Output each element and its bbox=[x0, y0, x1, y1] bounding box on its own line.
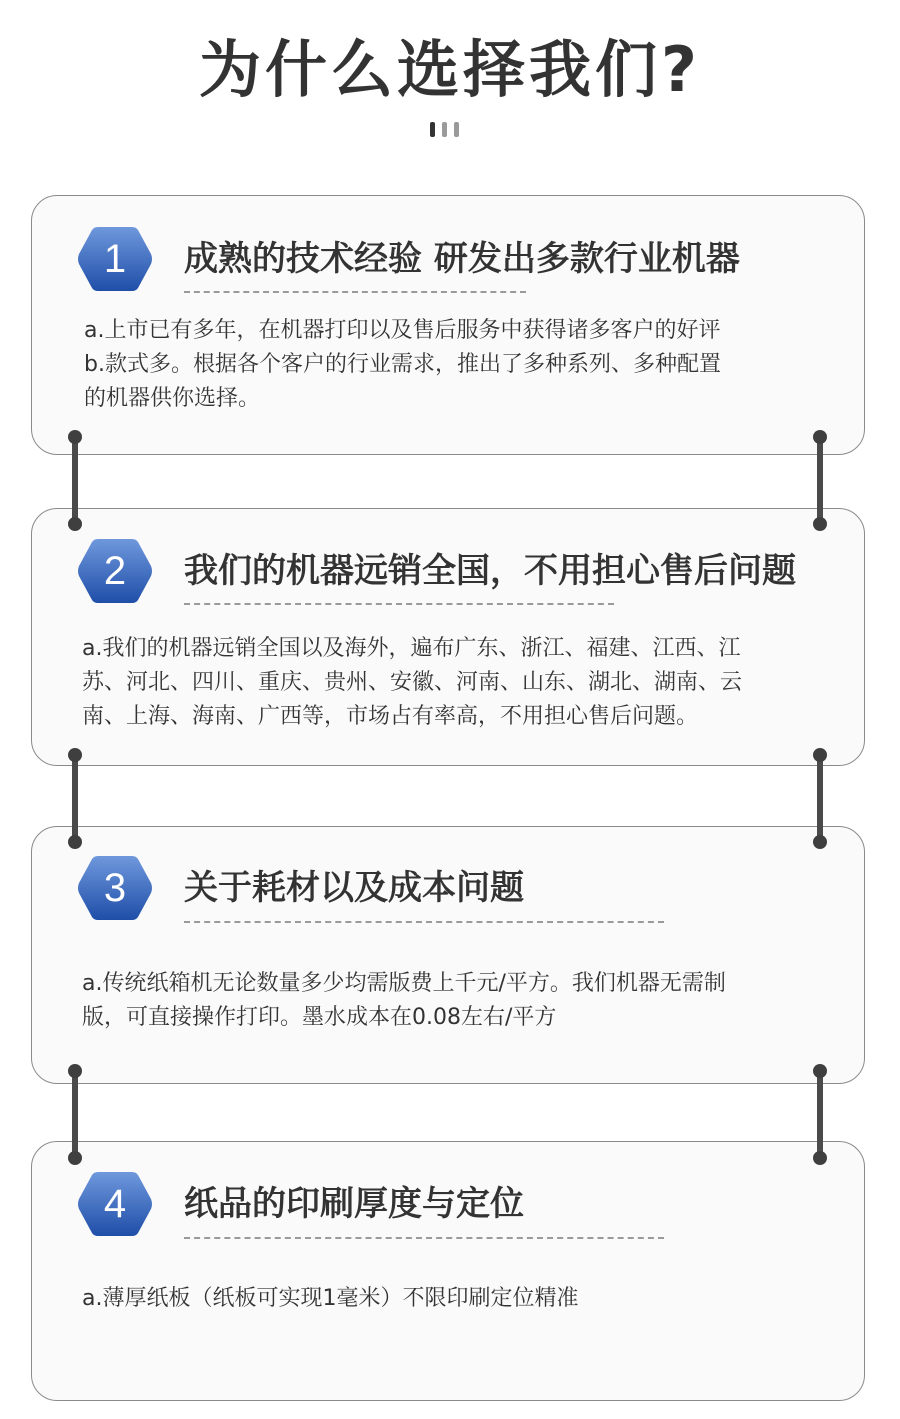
title-mark-dark bbox=[430, 122, 435, 137]
page-title: 为什么选择我们? bbox=[199, 33, 701, 106]
connector-dot bbox=[68, 1151, 82, 1165]
card-heading: 成熟的技术经验 研发出多款行业机器 bbox=[184, 239, 740, 279]
number-badge-4 bbox=[76, 1169, 154, 1239]
connector-left-1 bbox=[72, 437, 78, 525]
heading-divider bbox=[184, 603, 614, 605]
badge-number: 1 bbox=[103, 237, 127, 281]
heading-divider bbox=[184, 1237, 664, 1239]
body-line: b.款式多。根据各个客户的行业需求，推出了多种系列、多种配置 bbox=[84, 352, 721, 377]
heading-divider bbox=[184, 291, 526, 293]
connector-right-1 bbox=[817, 437, 823, 525]
title-mark-light bbox=[442, 122, 447, 137]
connector-dot bbox=[813, 430, 827, 444]
connector-left-3 bbox=[72, 1071, 78, 1159]
connector-dot bbox=[68, 1064, 82, 1078]
heading-divider bbox=[184, 921, 664, 923]
feature-card-3 bbox=[31, 826, 865, 1084]
connector-dot bbox=[68, 430, 82, 444]
card-heading: 关于耗材以及成本问题 bbox=[184, 868, 524, 908]
connector-dot bbox=[813, 835, 827, 849]
connector-left-2 bbox=[72, 755, 78, 843]
number-badge-1 bbox=[76, 224, 154, 294]
number-badge-3 bbox=[76, 853, 154, 923]
badge-number: 2 bbox=[103, 549, 127, 593]
connector-right-2 bbox=[817, 755, 823, 843]
card-heading: 我们的机器远销全国，不用担心售后问题 bbox=[184, 551, 796, 591]
body-line: a.传统纸箱机无论数量多少均需版费上千元/平方。我们机器无需制 bbox=[82, 971, 726, 996]
card-body bbox=[82, 632, 842, 734]
card-body bbox=[82, 1282, 842, 1316]
body-line: 的机器供你选择。 bbox=[84, 386, 261, 411]
connector-dot bbox=[813, 1151, 827, 1165]
card-body bbox=[84, 314, 844, 416]
badge-number: 4 bbox=[103, 1182, 127, 1226]
badge-number: 3 bbox=[103, 866, 127, 910]
body-line: 苏、河北、四川、重庆、贵州、安徽、河南、山东、湖北、湖南、云 bbox=[82, 670, 743, 695]
card-body bbox=[82, 967, 842, 1035]
connector-dot bbox=[813, 748, 827, 762]
connector-dot bbox=[68, 835, 82, 849]
body-line: 版，可直接操作打印。墨水成本在0.08左右/平方 bbox=[82, 1005, 557, 1030]
connector-right-3 bbox=[817, 1071, 823, 1159]
feature-card-4 bbox=[31, 1141, 865, 1401]
body-line: a.我们的机器远销全国以及海外，遍布广东、浙江、福建、江西、江 bbox=[82, 636, 741, 661]
connector-dot bbox=[813, 1064, 827, 1078]
body-line: 南、上海、海南、广西等，市场占有率高，不用担心售后问题。 bbox=[82, 704, 699, 729]
connector-dot bbox=[68, 748, 82, 762]
title-mark-light bbox=[454, 122, 459, 137]
card-heading: 纸品的印刷厚度与定位 bbox=[184, 1184, 524, 1224]
title-decoration bbox=[430, 122, 470, 138]
number-badge-2 bbox=[76, 536, 154, 606]
body-line: a.上市已有多年，在机器打印以及售后服务中获得诸多客户的好评 bbox=[84, 318, 721, 343]
connector-dot bbox=[813, 517, 827, 531]
connector-dot bbox=[68, 517, 82, 531]
body-line: a.薄厚纸板（纸板可实现1毫米）不限印刷定位精准 bbox=[82, 1286, 579, 1311]
